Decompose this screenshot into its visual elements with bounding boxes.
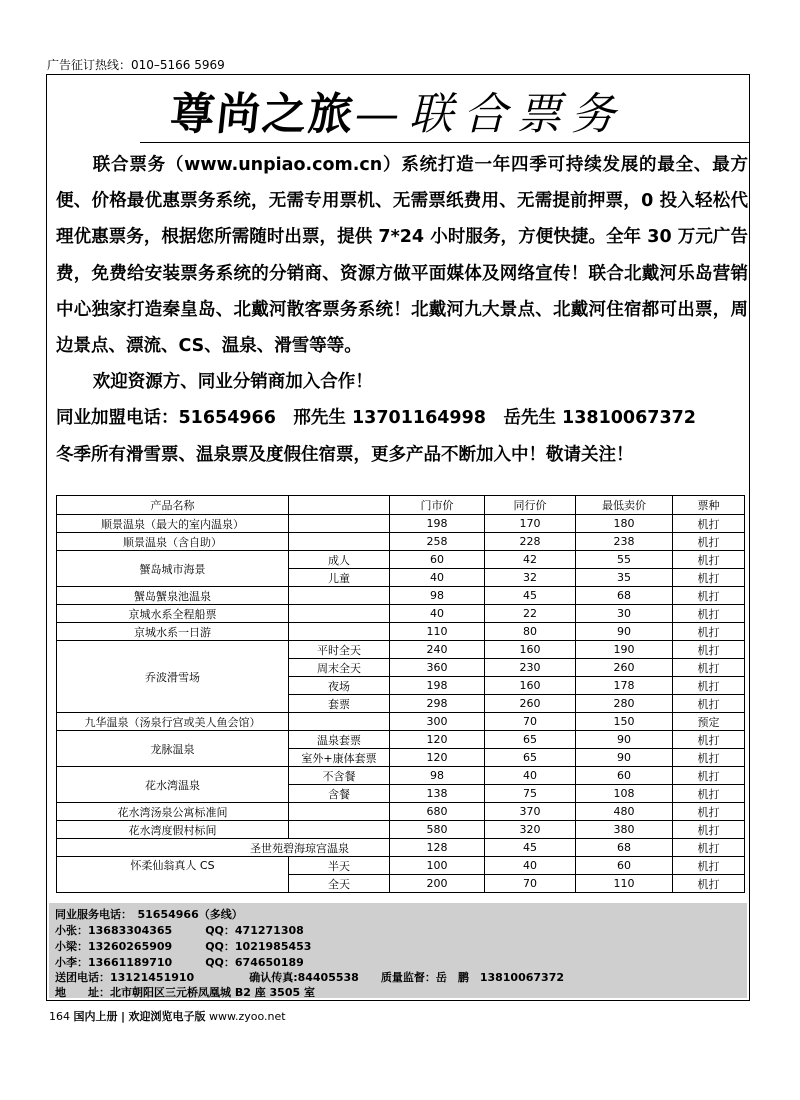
intro-join-phone: 同业加盟电话：51654966 邢先生 13701164998 岳先生 13810067372 <box>56 408 696 429</box>
contact-liang: 小梁：13260265909 QQ：1021985453 <box>55 940 312 953</box>
cell-sub: 室外+康体套票 <box>289 749 390 767</box>
cell-min: 90 <box>576 623 673 641</box>
cell-retail: 198 <box>390 515 485 533</box>
cell-min: 55 <box>576 551 673 569</box>
cell-trade: 45 <box>485 587 576 605</box>
intro-winter-notice: 冬季所有滑雪票、温泉票及度假住宿票，更多产品不断加入中！敬请关注！ <box>56 444 634 465</box>
table-row <box>57 839 745 857</box>
cell-name: 乔波滑雪场 <box>57 641 289 713</box>
cell-type: 机打 <box>673 731 745 749</box>
cell-type: 机打 <box>673 749 745 767</box>
page-url: www.zyoo.net <box>209 1010 286 1023</box>
page-separator: | <box>121 1010 126 1023</box>
cell-retail: 200 <box>390 875 485 893</box>
page-number: 164 <box>49 1010 70 1023</box>
cell-name: 九华温泉（汤泉行宫或美人鱼会馆） <box>57 713 289 731</box>
cell-trade: 65 <box>485 731 576 749</box>
cell-sub: 含餐 <box>289 785 390 803</box>
cell-retail: 98 <box>390 767 485 785</box>
cell-retail: 680 <box>390 803 485 821</box>
cell-trade: 160 <box>485 677 576 695</box>
cell-retail: 100 <box>390 857 485 875</box>
cell-type: 机打 <box>673 551 745 569</box>
table-row <box>57 731 745 749</box>
cell-min: 260 <box>576 659 673 677</box>
header-type: 票种 <box>673 496 745 515</box>
cell-type: 机打 <box>673 821 745 839</box>
cell-retail: 138 <box>390 785 485 803</box>
cell-type: 机打 <box>673 839 745 857</box>
cell-name: 花水湾温泉 <box>57 767 289 803</box>
header-retail: 门市价 <box>390 496 485 515</box>
table-row <box>57 641 745 659</box>
cell-name: 顺景温泉（含自助） <box>57 533 289 551</box>
contact-address: 地 址：北市朝阳区三元桥凤凰城 B2 座 3505 室 <box>55 986 315 999</box>
cell-trade: 80 <box>485 623 576 641</box>
cell-trade: 42 <box>485 551 576 569</box>
cell-type: 机打 <box>673 803 745 821</box>
header-spec <box>289 496 390 515</box>
cell-type: 机打 <box>673 587 745 605</box>
cell-sub <box>289 623 390 641</box>
cell-trade: 170 <box>485 515 576 533</box>
cell-retail: 110 <box>390 623 485 641</box>
cell-name: 蟹岛城市海景 <box>57 551 289 587</box>
cell-sub: 全天 <box>289 875 390 893</box>
table-row <box>57 713 745 731</box>
price-table-wrapper <box>56 495 744 893</box>
cell-name: 京城水系一日游 <box>57 623 289 641</box>
table-row <box>57 803 745 821</box>
table-row <box>57 821 745 839</box>
cell-min: 238 <box>576 533 673 551</box>
cell-retail: 120 <box>390 731 485 749</box>
cell-trade: 228 <box>485 533 576 551</box>
cell-name: 龙脉温泉 <box>57 731 289 767</box>
cell-trade: 40 <box>485 767 576 785</box>
title-brand: 尊尚之旅 <box>167 89 358 140</box>
contact-group-phone: 送团电话：13121451910 确认传真:84405538 质量监督：岳 鹏 13810067372 <box>55 971 565 984</box>
cell-retail: 98 <box>390 587 485 605</box>
contact-service-phone: 同业服务电话： 51654966（多线） <box>55 908 243 921</box>
header-trade: 同行价 <box>485 496 576 515</box>
cell-trade: 70 <box>485 713 576 731</box>
cell-type: 机打 <box>673 533 745 551</box>
cell-sub <box>289 605 390 623</box>
cell-min: 280 <box>576 695 673 713</box>
cell-sub <box>289 713 390 731</box>
cell-sub: 温泉套票 <box>289 731 390 749</box>
cell-retail: 240 <box>390 641 485 659</box>
cell-min: 35 <box>576 569 673 587</box>
cell-sub: 不含餐 <box>289 767 390 785</box>
cell-sub: 平时全天 <box>289 641 390 659</box>
cell-min: 178 <box>576 677 673 695</box>
table-row <box>57 533 745 551</box>
cell-retail: 60 <box>390 551 485 569</box>
cell-type: 机打 <box>673 623 745 641</box>
cell-retail: 40 <box>390 569 485 587</box>
cell-type: 机打 <box>673 695 745 713</box>
cell-retail: 258 <box>390 533 485 551</box>
cell-min: 60 <box>576 857 673 875</box>
cell-sub <box>289 803 390 821</box>
cell-type: 机打 <box>673 875 745 893</box>
cell-name: 花水湾汤泉公寓标准间 <box>57 803 289 821</box>
cell-retail: 120 <box>390 749 485 767</box>
cell-retail: 298 <box>390 695 485 713</box>
cell-min: 150 <box>576 713 673 731</box>
cell-retail: 360 <box>390 659 485 677</box>
cell-min: 90 <box>576 731 673 749</box>
cell-type: 机打 <box>673 605 745 623</box>
cell-sub <box>289 515 390 533</box>
cell-trade: 160 <box>485 641 576 659</box>
cell-trade: 70 <box>485 875 576 893</box>
cell-min: 190 <box>576 641 673 659</box>
header-min: 最低卖价 <box>576 496 673 515</box>
cell-sub <box>289 587 390 605</box>
cell-sub: 儿童 <box>289 569 390 587</box>
cell-min: 180 <box>576 515 673 533</box>
table-row <box>57 767 745 785</box>
table-row <box>57 857 745 875</box>
cell-type: 机打 <box>673 515 745 533</box>
cell-trade: 320 <box>485 821 576 839</box>
cell-sub: 周末全天 <box>289 659 390 677</box>
intro-welcome: 欢迎资源方、同业分销商加入合作！ <box>92 372 373 393</box>
cell-retail: 198 <box>390 677 485 695</box>
page-section: 国内上册 <box>73 1010 118 1023</box>
cell-min: 60 <box>576 767 673 785</box>
table-row <box>57 605 745 623</box>
cell-retail: 40 <box>390 605 485 623</box>
cell-name: 顺景温泉（最大的室内温泉） <box>57 515 289 533</box>
cell-trade: 40 <box>485 857 576 875</box>
cell-trade: 260 <box>485 695 576 713</box>
table-header-row <box>57 496 745 515</box>
table-row <box>57 587 745 605</box>
cell-min: 68 <box>576 839 673 857</box>
contact-li: 小李：13661189710 QQ：674650189 <box>55 956 304 969</box>
contact-panel <box>49 903 747 998</box>
cell-name: 花水湾度假村标间 <box>57 821 289 839</box>
table-row <box>57 623 745 641</box>
intro-text <box>56 147 748 473</box>
cell-type: 机打 <box>673 677 745 695</box>
cell-type: 机打 <box>673 857 745 875</box>
cell-trade: 22 <box>485 605 576 623</box>
ad-hotline: 广告征订热线：010–5166 5969 <box>47 58 225 72</box>
cell-type: 预定 <box>673 713 745 731</box>
cell-name: 怀柔仙翁真人 CS <box>57 857 289 893</box>
intro-paragraph: 联合票务（www.unpiao.com.cn）系统打造一年四季可持续发展的最全、最方便、价格最优惠票务系统，无需专用票机、无需票纸费用、无需提前押票，0 投入轻松代理优惠票务，根据您所需随时出票，提供 7*24 小时服务，方便快捷。全年 30 万元广告费，免费给安装票务系统的分销商、资源方做平面媒体及网络宣传！联合北戴河乐岛营销中心独家打造秦皇岛、北戴河散客票务系统！北戴河九大景点、北戴河住宿都可出票，周边景点、漂流、CS、温泉、滑雪等等。 <box>56 155 748 357</box>
cell-trade: 32 <box>485 569 576 587</box>
cell-type: 机打 <box>673 569 745 587</box>
cell-name: 蟹岛蟹泉池温泉 <box>57 587 289 605</box>
cell-type: 机打 <box>673 659 745 677</box>
cell-sub: 半天 <box>289 857 390 875</box>
cell-name: 圣世苑碧海琼宫温泉 <box>57 839 390 857</box>
cell-retail: 300 <box>390 713 485 731</box>
cell-trade: 75 <box>485 785 576 803</box>
cell-retail: 580 <box>390 821 485 839</box>
cell-sub: 夜场 <box>289 677 390 695</box>
cell-min: 480 <box>576 803 673 821</box>
cell-min: 68 <box>576 587 673 605</box>
cell-type: 机打 <box>673 785 745 803</box>
cell-min: 90 <box>576 749 673 767</box>
cell-min: 380 <box>576 821 673 839</box>
price-table <box>56 495 745 893</box>
title-divider <box>140 142 750 143</box>
cell-min: 30 <box>576 605 673 623</box>
cell-retail: 128 <box>390 839 485 857</box>
cell-sub: 成人 <box>289 551 390 569</box>
cell-trade: 45 <box>485 839 576 857</box>
page-slogan: 欢迎浏览电子版 <box>128 1010 206 1023</box>
cell-trade: 230 <box>485 659 576 677</box>
table-row <box>57 515 745 533</box>
contact-zhang: 小张：13683304365 QQ：471271308 <box>55 924 304 937</box>
cell-sub <box>289 821 390 839</box>
cell-type: 机打 <box>673 641 745 659</box>
cell-sub <box>289 533 390 551</box>
table-row <box>57 551 745 569</box>
cell-min: 110 <box>576 875 673 893</box>
cell-sub: 套票 <box>289 695 390 713</box>
cell-trade: 370 <box>485 803 576 821</box>
cell-type: 机打 <box>673 767 745 785</box>
title-company: —联合票务 <box>355 89 625 140</box>
cell-min: 108 <box>576 785 673 803</box>
page-title <box>46 78 750 138</box>
header-product: 产品名称 <box>57 496 289 515</box>
page-footer <box>49 1008 286 1024</box>
cell-trade: 65 <box>485 749 576 767</box>
cell-name: 京城水系全程船票 <box>57 605 289 623</box>
